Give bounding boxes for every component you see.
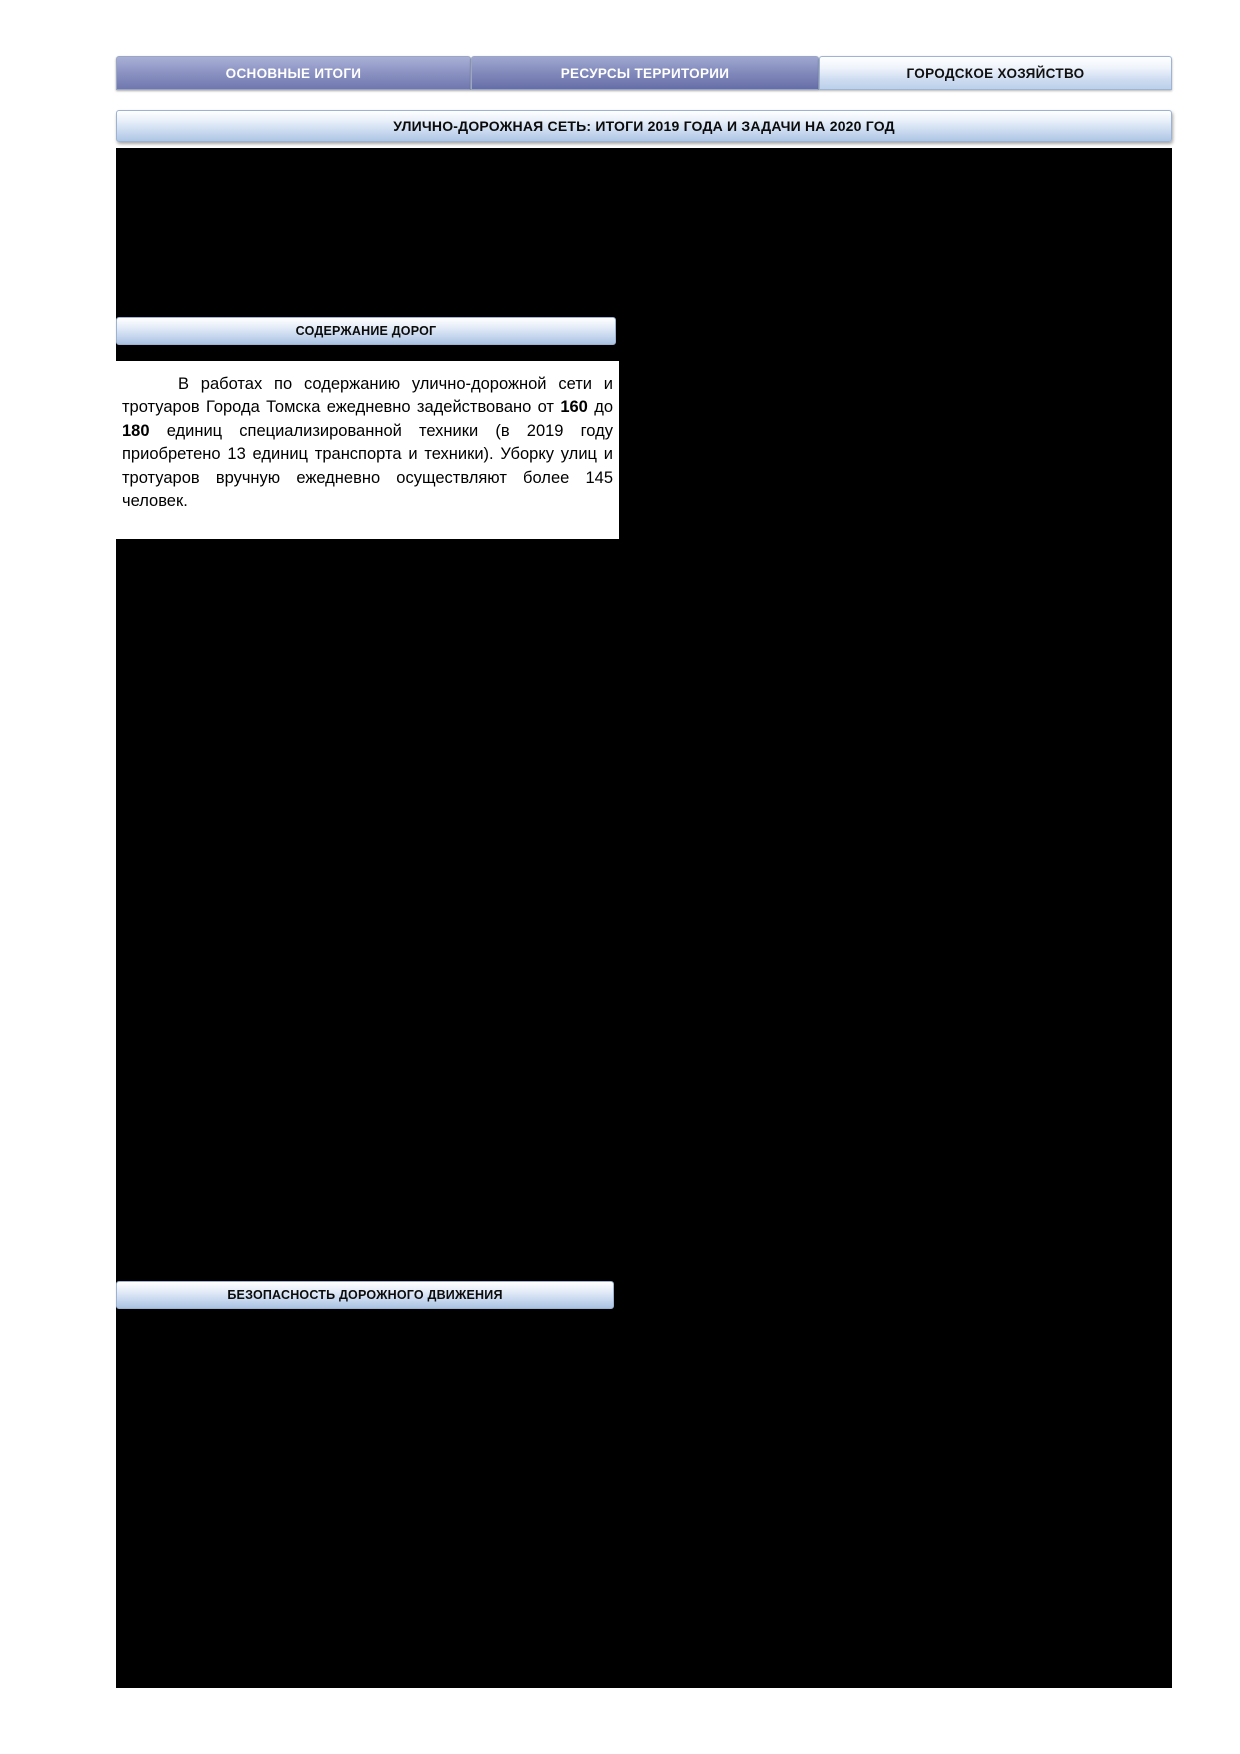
tab-main-results[interactable]: ОСНОВНЫЕ ИТОГИ: [116, 56, 471, 90]
tab-territory-resources[interactable]: РЕСУРСЫ ТЕРРИТОРИИ: [471, 56, 819, 90]
paragraph-value-min: 160: [560, 398, 588, 417]
tab-bar: [116, 56, 1172, 90]
paragraph-part-3: единиц специализированной техники (в 2019 году приобретено 13 единиц транспорта и техники). Уборку улиц и тротуаров вручную ежедневно осуществляют более 145 человек.: [122, 421, 613, 511]
paragraph-value-max: 180: [122, 421, 150, 440]
road-maintenance-paragraph: [122, 373, 613, 514]
section-heading-traffic-safety: БЕЗОПАСНОСТЬ ДОРОЖНОГО ДВИЖЕНИЯ: [116, 1281, 614, 1309]
page-title: УЛИЧНО-ДОРОЖНАЯ СЕТЬ: ИТОГИ 2019 ГОДА И ЗАДАЧИ НА 2020 ГОД: [116, 110, 1172, 142]
section-heading-road-maintenance: СОДЕРЖАНИЕ ДОРОГ: [116, 317, 616, 345]
paragraph-part-2: до: [587, 398, 613, 417]
road-maintenance-text-panel: [116, 361, 619, 539]
paragraph-part-1: В работах по содержанию улично-дорожной сети и тротуаров Города Томска ежедневно задействовано от: [122, 375, 613, 417]
tab-city-economy[interactable]: ГОРОДСКОЕ ХОЗЯЙСТВО: [819, 56, 1172, 90]
